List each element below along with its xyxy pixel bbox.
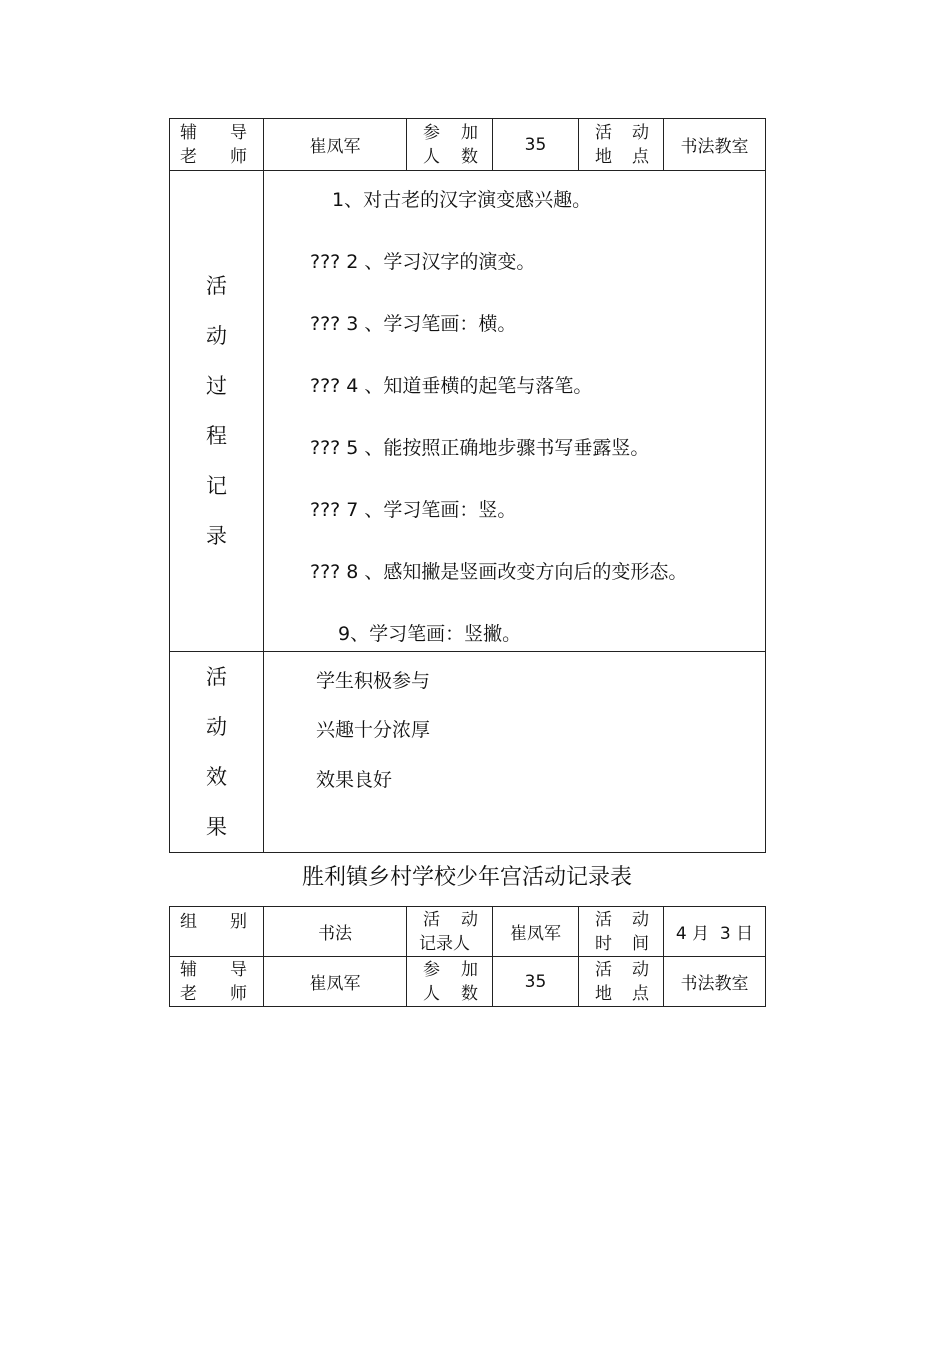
place-label-char: 地 <box>595 983 612 1004</box>
process-label-char: 活 <box>206 274 227 298</box>
recorder-label-char: 动 <box>461 909 478 930</box>
place-value: 书法教室 <box>664 119 766 171</box>
teacher-value: 崔凤军 <box>264 957 407 1007</box>
participants-label-cell <box>407 119 493 171</box>
teacher-label-char: 辅 <box>180 959 197 980</box>
place-label-char: 活 <box>595 959 612 980</box>
process-line: 9、学习笔画：竖撇。 <box>338 623 522 645</box>
place-label-char: 活 <box>595 122 612 143</box>
teacher-label-cell <box>170 119 264 171</box>
participants-value: 35 <box>493 119 579 171</box>
effect-label-char: 动 <box>206 715 227 739</box>
group-label-cell <box>170 907 264 957</box>
process-line: ??? 5 、能按照正确地步骤书写垂露竖。 <box>310 437 650 459</box>
participants-value: 35 <box>493 957 579 1007</box>
process-label-char: 记 <box>206 474 227 498</box>
teacher-label-char: 辅 <box>180 122 197 143</box>
process-line: ??? 2 、学习汉字的演变。 <box>310 251 536 273</box>
participants-label-char: 加 <box>461 959 478 980</box>
recorder-label-suffix: 记录人 <box>419 933 470 954</box>
process-line: ??? 4 、知道垂横的起笔与落笔。 <box>310 375 593 397</box>
recorder-label-char: 活 <box>423 909 440 930</box>
participants-label-char: 加 <box>461 122 478 143</box>
process-label-char: 录 <box>206 524 227 548</box>
time-label-char: 时 <box>595 933 612 954</box>
participants-label-char: 数 <box>461 146 478 167</box>
time-label-char: 间 <box>632 933 649 954</box>
place-label-cell <box>579 119 664 171</box>
teacher-label-char: 师 <box>230 983 247 1004</box>
time-value: 4 月 3 日 <box>664 907 766 957</box>
process-label-char: 程 <box>206 424 227 448</box>
place-label-char: 点 <box>632 146 649 167</box>
place-label-char: 点 <box>632 983 649 1004</box>
effect-content-cell <box>264 652 766 853</box>
process-content-cell <box>264 171 766 652</box>
teacher-label-char: 导 <box>230 122 247 143</box>
participants-label-char: 参 <box>423 959 440 980</box>
process-line: ??? 3 、学习笔画：横。 <box>310 313 517 335</box>
effect-label-char: 活 <box>206 665 227 689</box>
process-line: ??? 8 、感知撇是竖画改变方向后的变形态。 <box>310 561 688 583</box>
group-label-char: 组 <box>180 912 197 932</box>
time-label-cell <box>579 907 664 957</box>
process-line: ??? 7 、学习笔画：竖。 <box>310 499 517 521</box>
effect-line: 兴趣十分浓厚 <box>316 719 431 741</box>
time-label-char: 动 <box>632 909 649 930</box>
page-title: 胜利镇乡村学校少年宫活动记录表 <box>301 865 632 890</box>
teacher-value: 崔凤军 <box>264 119 407 171</box>
process-label-char: 过 <box>206 374 227 398</box>
place-value: 书法教室 <box>664 957 766 1007</box>
recorder-label-cell <box>407 907 493 957</box>
process-line: 1、对古老的汉字演变感兴趣。 <box>332 189 592 211</box>
effect-line: 学生积极参与 <box>316 670 431 692</box>
place-label-char: 动 <box>632 122 649 143</box>
participants-label-char: 参 <box>423 122 440 143</box>
effect-label-char: 效 <box>206 765 227 789</box>
teacher-label-char: 师 <box>230 146 247 167</box>
participants-label-char: 数 <box>461 983 478 1004</box>
participants-label-cell <box>407 957 493 1007</box>
teacher-label-char: 导 <box>230 959 247 980</box>
teacher-label-char: 老 <box>180 146 197 167</box>
bottom-record-table <box>169 906 766 1007</box>
participants-label-char: 人 <box>423 983 440 1004</box>
recorder-value: 崔凤军 <box>493 907 579 957</box>
place-label-cell <box>579 957 664 1007</box>
process-label-char: 动 <box>206 324 227 348</box>
teacher-label-char: 老 <box>180 983 197 1004</box>
group-value: 书法 <box>264 907 407 957</box>
group-label-char: 别 <box>230 912 247 932</box>
place-label-char: 动 <box>632 959 649 980</box>
process-label-cell <box>170 171 264 652</box>
top-record-table <box>169 118 766 853</box>
participants-label-char: 人 <box>423 146 440 167</box>
time-label-char: 活 <box>595 909 612 930</box>
effect-label-cell <box>170 652 264 853</box>
effect-label-char: 果 <box>206 815 227 839</box>
place-label-char: 地 <box>595 146 612 167</box>
teacher-label-cell <box>170 957 264 1007</box>
effect-line: 效果良好 <box>316 769 393 791</box>
